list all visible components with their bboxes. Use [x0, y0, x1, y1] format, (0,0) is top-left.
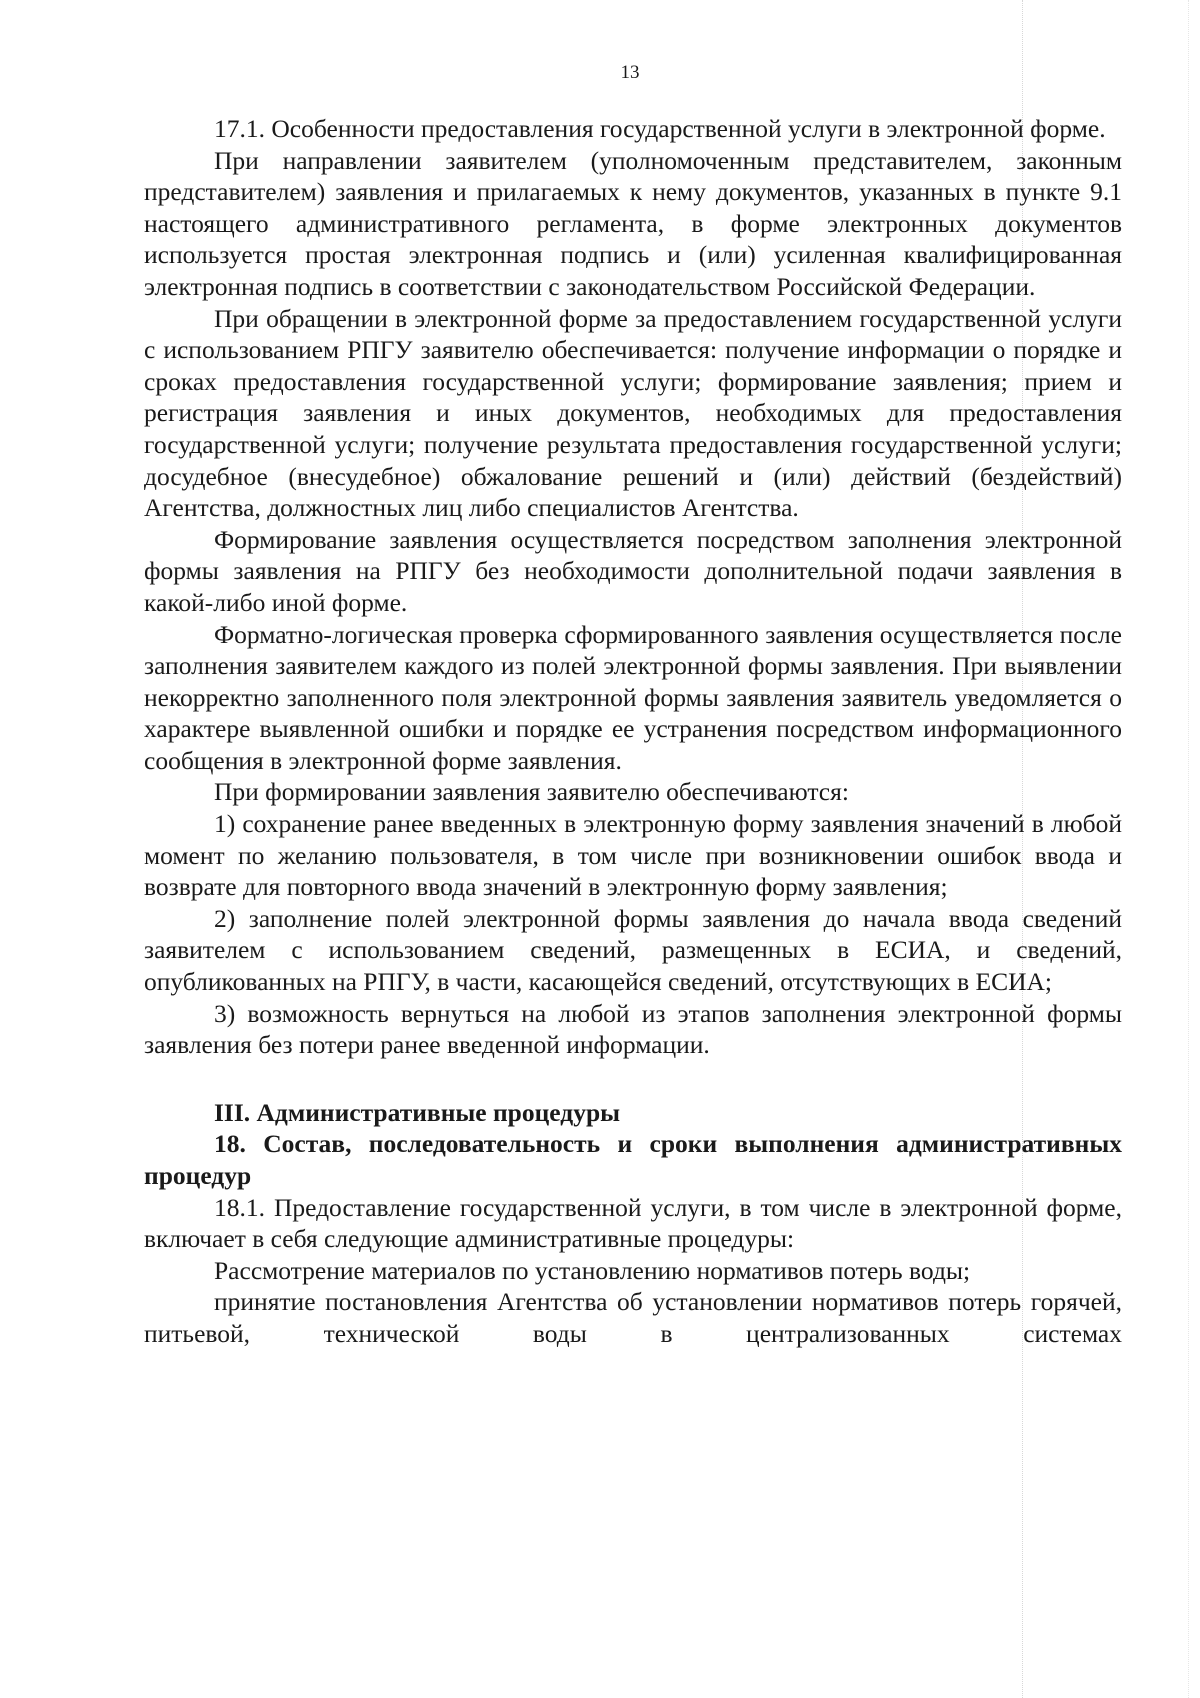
list-item-1: 1) сохранение ранее введенных в электронную форму заявления значений в любой момент по желанию пользователя, в том числе при возникновении ошибок ввода и возврате для повторного ввода значений в электронную форму заявления; [144, 809, 1122, 902]
list-item-3: 3) возможность вернуться на любой из этапов заполнения электронной формы заявления без потери ранее введенной информации. [144, 998, 1122, 1060]
section-17-1-title: 17.1. Особенности предоставления государственной услуги в электронной форме. [214, 114, 1106, 143]
scan-artifact-edge [1188, 0, 1189, 1698]
paragraph-review-materials: Рассмотрение материалов по установлению нормативов потерь воды; [214, 1255, 971, 1285]
page-number: 13 [620, 62, 640, 83]
paragraph-resolution-adoption: принятие постановления Агентства об установлении нормативов потерь горячей, питьевой, технической воды в централизованных системах [144, 1287, 1122, 1348]
section-18-heading: 18. Состав, последовательность и сроки выполнения административных процедур [144, 1129, 1122, 1190]
paragraph-rpgu-access: При обращении в электронной форме за предоставлением государственной услуги с использованием РПГУ заявителю обеспечивается: получение информации о порядке и сроках предоставления государственной услуги; формирование заявления; прием и регистрация заявления и иных документов, необходимых для предоставления государственной услуги; получение результата предоставления государственной услуги; досудебное (внесудебное) обжалование решений и (или) действий (бездействий) Агентства, должностных лиц либо специалистов Агентства. [144, 303, 1122, 523]
section-gap [144, 1061, 1122, 1097]
section-iii-heading: III. Административные процедуры [214, 1097, 621, 1127]
paragraph-form-filling: Формирование заявления осуществляется посредством заполнения электронной формы заявления на РПГУ без необходимости дополнительной подачи заявления в какой-либо иной форме. [144, 524, 1122, 617]
paragraph-electronic-signature: При направлении заявителем (уполномоченным представителем, законным представителем) заявления и прилагаемых к нему документов, указанных в пункте 9.1 настоящего административного регламента, в форме электронных документов используется простая электронная подпись и (или) усиленная квалифицированная электронная подпись в соответствии с законодательством Российской Федерации. [144, 145, 1122, 301]
list-item-2: 2) заполнение полей электронной формы заявления до начала ввода сведений заявителем с использованием сведений, размещенных в ЕСИА, и сведений, опубликованных на РПГУ, в части, касающейся сведений, отсутствующих в ЕСИА; [144, 903, 1122, 997]
paragraph-18-1: 18.1. Предоставление государственной услуги, в том числе в электронной форме, включает в себя следующие административные процедуры: [144, 1192, 1122, 1254]
paragraph-applicant-provisions: При формировании заявления заявителю обеспечиваются: [214, 777, 849, 807]
paragraph-format-check: Форматно-логическая проверка сформированного заявления осуществляется после заполнения заявителем каждого из полей электронной формы заявления. При выявлении некорректно заполненного поля электронной формы заявления заявитель уведомляется о характере выявленной ошибки и порядке ее устранения посредством информационного сообщения в электронной форме заявления. [144, 619, 1122, 775]
document-body [144, 113, 1122, 1350]
